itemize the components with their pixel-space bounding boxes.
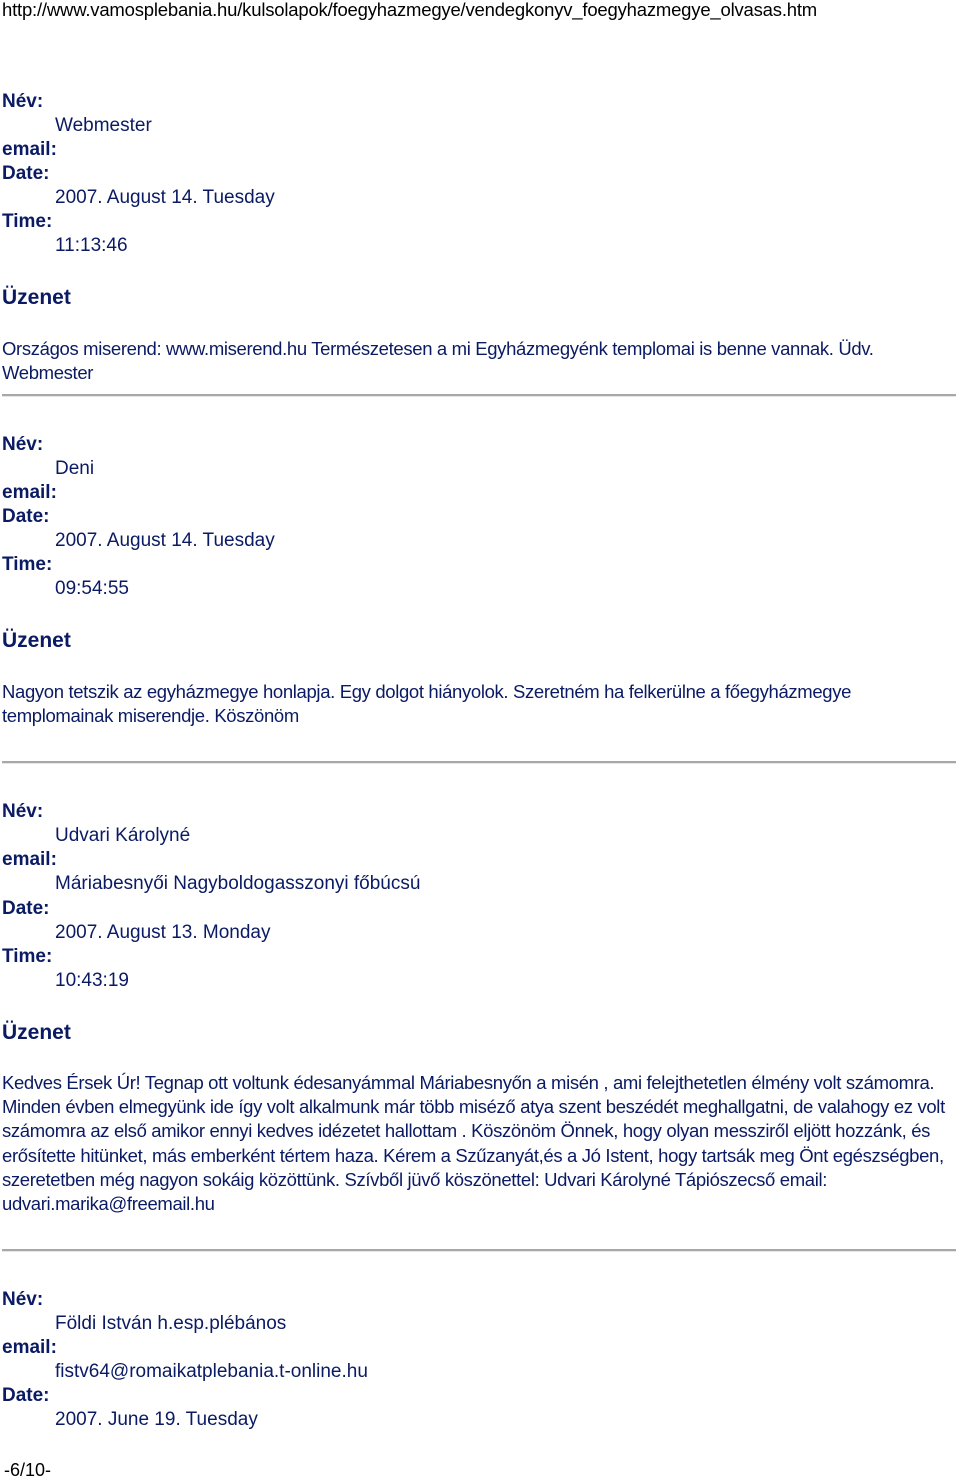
entry-divider [2,394,956,397]
date-label: Date: [2,506,50,527]
time-label: Time: [2,211,53,232]
email-value: fistv64@romaikatplebania.t-online.hu [55,1361,368,1382]
name-label: Név: [2,434,44,455]
email-label: email: [2,849,57,870]
entry-divider [2,1249,956,1252]
page-url: http://www.vamosplebania.hu/kulsolapok/foegyhazmegye/vendegkonyv_foegyhazmegye_olvasas.htm [2,0,817,20]
name-label: Név: [2,801,44,822]
message-text: Nagyon tetszik az egyházmegye honlapja. Egy dolgot hiányolok. Szeretném ha felkerülne a főegyházmegye templomainak miserendje. Köszönöm [2,681,852,727]
email-label: email: [2,482,57,503]
time-value: 11:13:46 [55,235,128,256]
time-label: Time: [2,554,53,575]
name-value: Webmester [55,115,152,136]
page-number: -6/10- [4,1460,52,1480]
email-label: email: [2,1337,57,1358]
email-label: email: [2,139,57,160]
date-value: 2007. August 14. Tuesday [55,530,275,551]
name-value: Udvari Károlyné [55,825,191,846]
date-label: Date: [2,163,50,184]
name-label: Név: [2,1289,44,1310]
date-label: Date: [2,1385,50,1406]
name-value: Földi István h.esp.plébános [55,1313,287,1334]
message-text: Kedves Érsek Úr! Tegnap ott voltunk édesanyámmal Máriabesnyőn a misén , ami felejthetetlen élmény volt számomra. Minden évben elmegyünk ide így volt alkalmunk már több miséző atya szent beszédét meghallgatni, de valahogy ez volt számomra az első amikor ennyi kedves idézetet hallottam . Köszönöm Önnek, hogy olyan messziről eljött hozzánk, és erősítette hitünket, más emberként tértem haza. Kérem a Szűzanyát,és a Jó Istent, hogy tartsák meg Önt egészségben, szeretetben még nagyon sokáig közöttünk. Szívből jüvő köszönettel: Udvari Károlyné Tápiószecső email: udvari.marika@freemail.hu [2,1072,945,1215]
message-text: Országos miserend: www.miserend.hu Természetesen a mi Egyházmegyénk templomai is benne vannak. Üdv. Webmester [2,338,874,384]
message-heading: Üzenet [2,629,71,652]
date-value: 2007. June 19. Tuesday [55,1409,258,1430]
name-label: Név: [2,91,44,112]
date-value: 2007. August 14. Tuesday [55,187,275,208]
date-value: 2007. August 13. Monday [55,922,271,943]
time-label: Time: [2,946,53,967]
time-value: 09:54:55 [55,578,129,599]
message-heading: Üzenet [2,286,71,309]
entry-divider [2,761,956,764]
email-value: Máriabesnyői Nagyboldogasszonyi főbúcsú [55,873,421,894]
name-value: Deni [55,458,95,479]
date-label: Date: [2,898,50,919]
time-value: 10:43:19 [55,970,129,991]
message-heading: Üzenet [2,1021,71,1044]
